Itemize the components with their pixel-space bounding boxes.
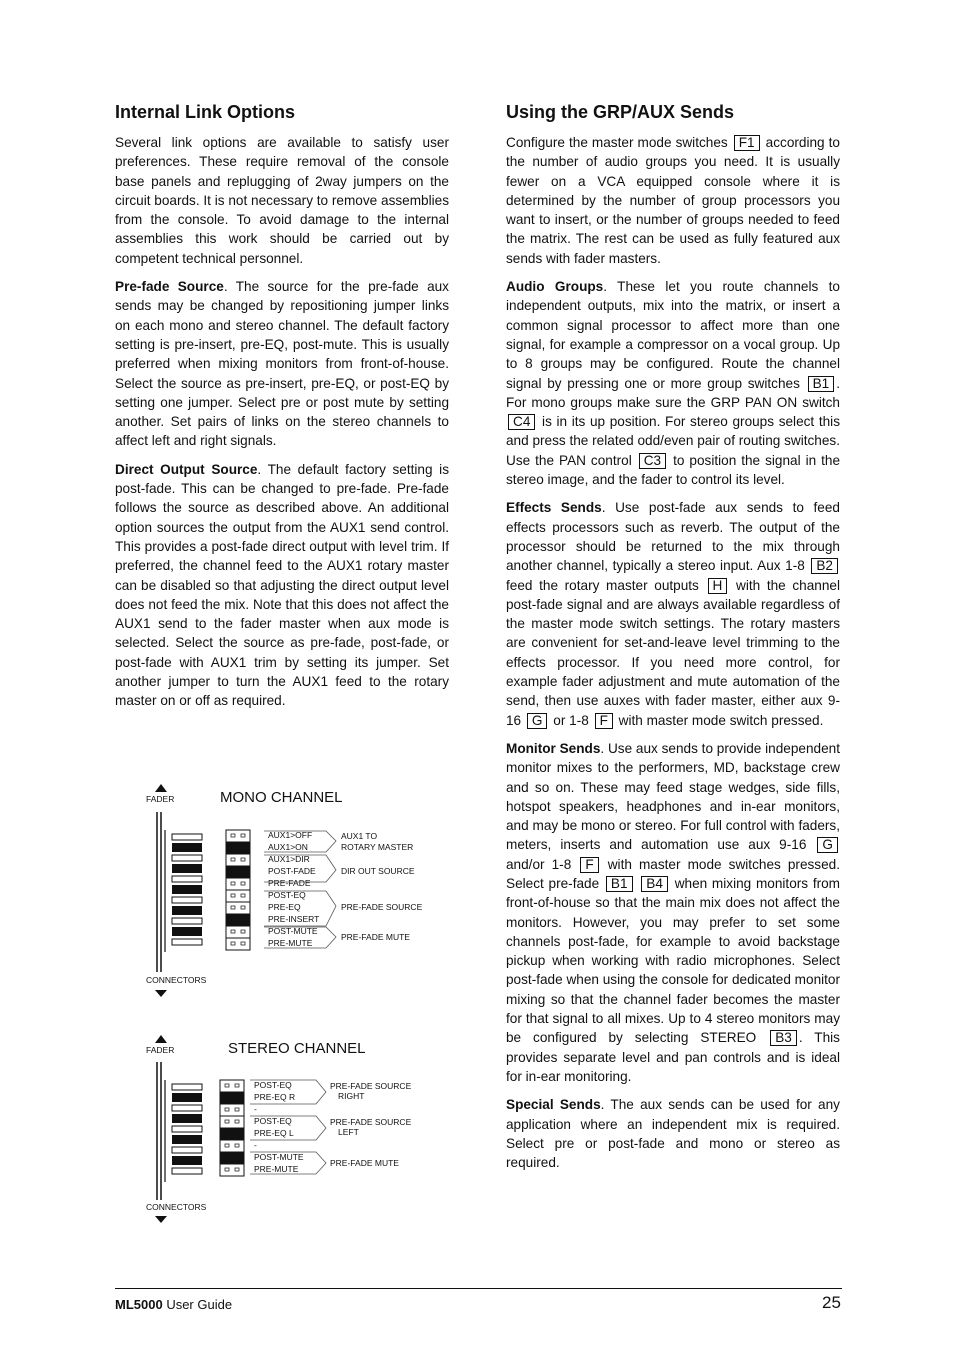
footer-title [115, 1297, 232, 1312]
prefade-paragraph [115, 277, 449, 451]
intro-paragraph: Several link options are available to satisfy user preferences. These require removal of the console base panels and replugging of 2way jumpers on the circuit boards. It is not necessary to remove assemblies from the console. To avoid damage to the internal assemblies this work should be carried out by competent technical personnel. [115, 135, 449, 266]
ref-box: B3 [770, 1030, 797, 1046]
pin-label: - [254, 1140, 257, 1150]
page-number: 25 [822, 1293, 841, 1312]
group-label: DIR OUT SOURCE [341, 866, 415, 876]
ref-box: H [708, 578, 728, 594]
group-label: AUX1 TO [341, 831, 378, 841]
ref-box: B1 [606, 876, 633, 892]
stereo-channel-diagram [140, 1032, 460, 1228]
monitor-sends-title: Monitor Sends [506, 740, 601, 756]
up-arrow-icon [155, 784, 167, 792]
ref-box: B1 [808, 376, 835, 392]
direct-output-title: Direct Output Source [115, 461, 258, 477]
section-heading-grp-aux: Using the GRP/AUX Sends [506, 102, 735, 122]
special-sends-title: Special Sends [506, 1097, 601, 1113]
down-arrow-icon [155, 1216, 167, 1223]
effects-sends-title: Effects Sends [506, 500, 602, 516]
pin-label: PRE-MUTE [268, 938, 313, 948]
fader-label: FADER [146, 1045, 175, 1055]
pin-label: PRE-EQ R [254, 1092, 296, 1102]
pin-label: POST-FADE [268, 866, 316, 876]
pin-label: AUX1>ON [268, 842, 308, 852]
footer-rule [115, 1288, 842, 1289]
ref-box: F [580, 857, 598, 873]
ref-box: F [595, 713, 613, 729]
pin-label: POST-EQ [268, 890, 306, 900]
ref-box: C3 [639, 453, 666, 469]
prefade-text: . The source for the pre-fade aux sends may be changed by repositioning jumper links on each mono and stereo channel. The default factory setting is pre-insert, pre-EQ, post-mute. This is usually preferred when mixing monitors from front-of-house. Select the source as pre-insert, pre-EQ, or post-EQ by setting one jumper. Select pre or post mute by setting another. Set pairs of links on the stereo channels to affect left and right signals. [115, 279, 449, 449]
ref-box: G [527, 713, 548, 729]
ref-box: B4 [641, 876, 668, 892]
connector-block [172, 1084, 202, 1174]
group-label: PRE-FADE MUTE [330, 1158, 399, 1168]
pin-label: PRE-INSERT [268, 914, 320, 924]
group-label: ROTARY MASTER [341, 842, 414, 852]
effects-sends-paragraph: Effects Sends. Use post-fade aux sends to feed effects processors such as reverb. The output of the processor should be returned to the mix through another channel, typically a stereo input. Aux 1-8 B2 feed the rotary master outputs H with the channel post-fade signal and are always available regardless of the master mode switch settings. The rotary masters are convenient for set-and-leave level trimming to the effects processor. If you need more control, for example fader adjustment and mute automation of the send, then use auxes with fader master, either aux 9-16 G or 1-8 F with master mode switch pressed. [506, 500, 840, 728]
connector-block [172, 834, 202, 945]
pin-label: PRE-EQ L [254, 1128, 294, 1138]
pin-label: AUX1>OFF [268, 830, 313, 840]
group-label: LEFT [338, 1127, 359, 1137]
pin-label: POST-EQ [254, 1116, 292, 1126]
guide-label: User Guide [162, 1297, 233, 1312]
pin-label: POST-MUTE [254, 1152, 304, 1162]
config-paragraph: Configure the master mode switches F1 according to the number of audio groups you need. It is usually fewer on a VCA equipped console where it is determined by the number of group processors you want to insert, or the number of groups needed to feed the matrix. The rest can be used as fully featured aux sends with fader masters. [506, 135, 840, 266]
pin-label: PRE-EQ [268, 902, 301, 912]
jumper-block [226, 830, 250, 950]
audio-groups-title: Audio Groups [506, 279, 604, 295]
monitor-sends-paragraph: Monitor Sends. Use aux sends to provide independent monitor mixes to the performers, MD, backstage crew and so on. These may feed stage wedges, side fills, hotspot speakers, headphones and in-ear monitors, and may be mono or stereo. For full control with faders, meters, inserts and automation use aux 9-16 G and/or 1-8 F with master mode switches pressed. Select pre-fade B1 B4 when mixing monitors from front-of-house so that the main mix does not affect the monitors. However, you may prefer to set some channels post-fade, for example to avoid backstage pickup when working with radio microphones. Select post-fade when using the console for dedicated monitor mixing so that the channel fader becomes the master for that signal to all mixes. Up to 4 stereo monitors may be configured by selecting STEREO B3 . This provides separate level and pan controls and is ideal for in-ear monitoring. [506, 740, 841, 1084]
right-column [506, 100, 840, 1181]
pin-label: POST-MUTE [268, 926, 318, 936]
up-arrow-icon [155, 1035, 167, 1043]
pin-label: PRE-FADE [268, 878, 311, 888]
pin-label: PRE-MUTE [254, 1164, 299, 1174]
mono-channel-diagram [140, 780, 460, 1002]
direct-output-text: . The default factory setting is post-fade. This can be changed to pre-fade. Pre-fade follows the source as described above. An additional option sources the output from the AUX1 send control. This provides a post-fade direct output with level trim. If preferred, the channel feed to the AUX1 rotary master can be disabled so that adjusting the direct output level does not feed the mix. Note that this does not affect the AUX1 send to the fader master when aux mode is selected. Select the source as pre-fade, post-fade, or post-fade with AUX1 trim by setting its jumper. Set another jumper to turn the AUX1 feed to the rotary master on or off as required. [115, 461, 449, 709]
group-label: PRE-FADE SOURCE [341, 902, 423, 912]
connectors-label: CONNECTORS [146, 975, 207, 985]
pin-label: POST-EQ [254, 1080, 292, 1090]
ref-box: F1 [734, 135, 760, 151]
down-arrow-icon [155, 990, 167, 997]
stereo-title: STEREO CHANNEL [228, 1040, 366, 1057]
connectors-label: CONNECTORS [146, 1202, 207, 1212]
pin-label: AUX1>DIR [268, 854, 310, 864]
ref-box: B2 [811, 558, 838, 574]
section-heading-internal-link: Internal Link Options [115, 102, 296, 122]
mono-title: MONO CHANNEL [220, 789, 343, 806]
ref-box: C4 [508, 414, 535, 430]
group-label: RIGHT [338, 1091, 365, 1101]
prefade-title: Pre-fade Source [115, 279, 224, 295]
group-label: PRE-FADE SOURCE [330, 1117, 412, 1127]
group-label: PRE-FADE SOURCE [330, 1081, 412, 1091]
special-sends-paragraph: Special Sends. The aux sends can be used for any application where an independent mix is required. Select pre or post-fade and mono or stereo as required. [506, 1097, 840, 1171]
direct-output-paragraph [115, 460, 449, 711]
product-name: ML5000 [115, 1297, 163, 1312]
pin-label: - [254, 1104, 257, 1114]
left-column [115, 100, 449, 720]
audio-groups-paragraph: Audio Groups. These let you route channels to independent outputs, mix into the matrix, or insert a common signal processor to affect more than one signal, for example a compressor on a vocal group. Up to 8 groups may be configured. Route the channel signal by pressing one or more group switches B1 . For mono groups make sure the GRP PAN ON switch C4 is in its up position. For stereo groups select this and press the related odd/even pair of routing switches. Use the PAN control C3 to position the signal in the stereo image, and the fader to control its level. [506, 279, 841, 488]
fader-label: FADER [146, 794, 175, 804]
group-label: PRE-FADE MUTE [341, 932, 410, 942]
ref-box: G [817, 837, 838, 853]
